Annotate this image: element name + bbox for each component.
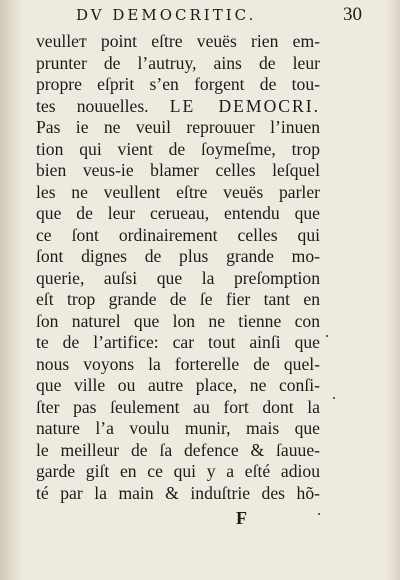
text-line: garde giſt en ce qui y a eſté adiou xyxy=(36,461,320,481)
speaker-label: LE DEMOCRI. xyxy=(169,95,320,116)
text-line: te de l’artifice: car tout ainſi que xyxy=(36,332,320,352)
body-text xyxy=(36,31,320,504)
text-line-with-speaker xyxy=(36,96,320,118)
text-line: nature l’a voulu munir, mais que xyxy=(36,418,320,438)
text-line: Pas ie ne veuil reprouuer l’inuen xyxy=(36,117,320,137)
running-head: DV DEMOCRITIC. xyxy=(76,6,257,24)
text-line: les ne veullent eſtre veuës parler xyxy=(36,181,320,202)
text-line: eſt trop grande de ſe fier tant en xyxy=(36,289,320,309)
text-line: propre eſprit s’en forgent de tou- xyxy=(36,74,320,94)
text-line: veulleт point eſtre veuës rien em- xyxy=(36,31,320,51)
ink-speck xyxy=(333,397,335,399)
text-line: nous voyons la forterelle de quel- xyxy=(36,353,320,374)
text-line: le meilleur de ſa defence & ſauue- xyxy=(36,439,320,460)
text-line: ce ſont ordinairement celles qui xyxy=(36,224,320,245)
signature-mark: F xyxy=(236,508,248,528)
page-number: 30 xyxy=(343,4,362,25)
text-line: prunter de l’autruy, ains de leur xyxy=(36,52,320,73)
page-header xyxy=(66,6,362,26)
text-line: ſont dignes de plus grande mo- xyxy=(36,246,320,266)
ink-speck xyxy=(326,335,328,337)
text-line: querie, auſsi que la preſomption xyxy=(36,267,320,288)
text-line: tion qui vient de ſoymeſme, trop xyxy=(36,138,320,159)
text-line-start: tes nouuelles. xyxy=(36,95,149,116)
text-line: té par la main & induſtrie des hõ- xyxy=(36,482,320,503)
text-line: que ville ou autre place, ne conſi- xyxy=(36,375,320,395)
text-line: bien veus-ie blamer celles leſquel xyxy=(36,160,320,180)
text-line: ſon naturel que lon ne tienne con xyxy=(36,310,320,331)
text-line: que de leur cerueau, entendu que xyxy=(36,203,320,223)
text-line: ſter pas ſeulement au fort dont la xyxy=(36,396,320,417)
ink-speck xyxy=(318,513,320,515)
